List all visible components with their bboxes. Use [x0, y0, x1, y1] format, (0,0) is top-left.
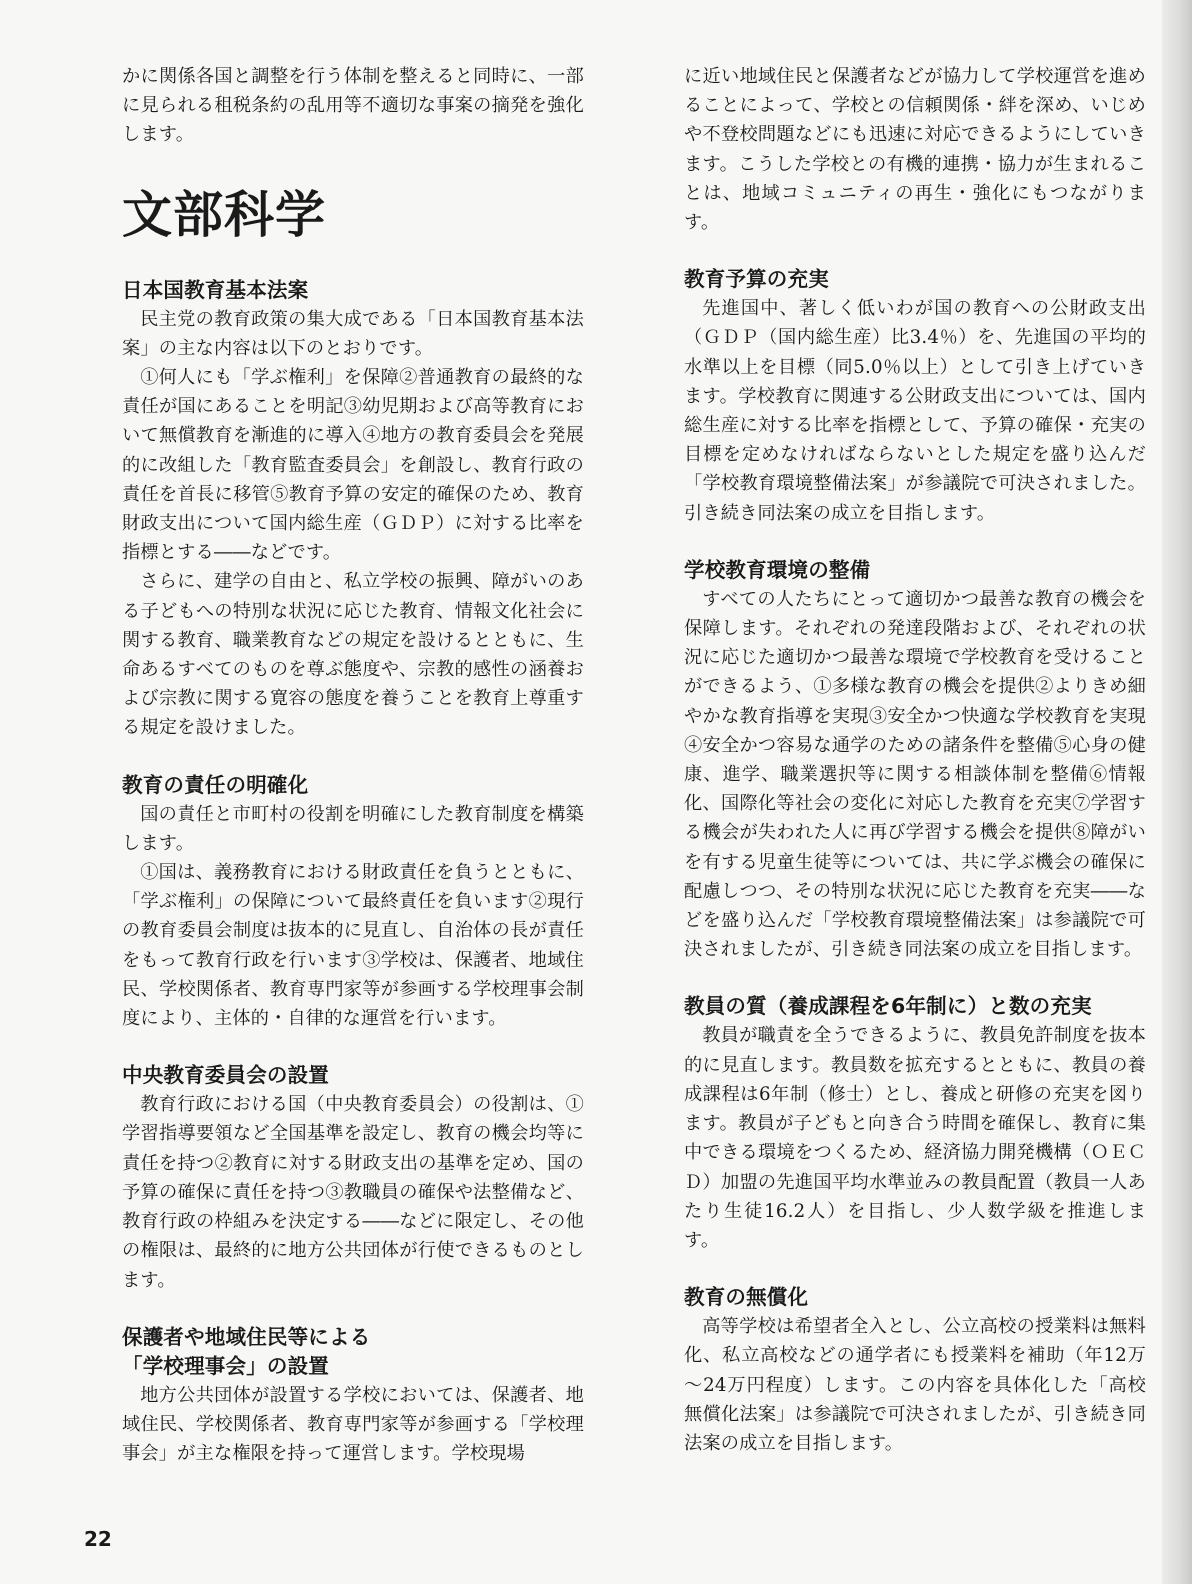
chapter-title: 文部科学: [122, 185, 326, 244]
section-heading: 教員の質（養成課程を6年制に）と数の充実: [684, 994, 1092, 1019]
section-responsibility: [122, 771, 584, 1034]
section-heading: 教育の責任の明確化: [122, 772, 309, 797]
body-paragraph: さらに、建学の自由と、私立学校の振興、障がいのある子どもへの特別な状況に応じた教育、情報文化社会に関する教育、職業教育などの規定を設けるとともに、生命あるすべてのものを尊ぶ態度や、宗教的感性の涵養および宗教に関する寛容の態度を養うことを教育上尊重する規定を設けました。: [122, 571, 584, 739]
section-teacher-quality: [684, 992, 1146, 1255]
body-paragraph: 教育行政における国（中央教育委員会）の役割は、①学習指導要領など全国基準を設定し、教育の機会均等に責任を持つ②教育に対する財政支出の基準を定め、国の予算の確保に責任を持つ③教職員の確保や法整備など、教育行政の枠組みを決定する――などに限定し、その他の権限は、最終的に地方公共団体が行使できるものとします。: [122, 1094, 584, 1291]
section-school-board: [122, 1323, 584, 1469]
body-paragraph: 高等学校は希望者全入とし、公立高校の授業料は無料化、私立高校などの通学者にも授業料を補助（年12万～24万円程度）します。この内容を具体化した「高校無償化法案」は参議院で可決されましたが、引き続き同法案の成立を目指します。: [684, 1316, 1146, 1454]
section-heading: 学校教育環境の整備: [684, 557, 871, 582]
right-column: [684, 62, 1146, 1486]
section-central-committee: [122, 1061, 584, 1294]
left-column: [122, 62, 584, 1496]
section-education-budget: [684, 265, 1146, 528]
body-paragraph: すべての人たちにとって適切かつ最善な教育の機会を保障します。それぞれの発達段階および、それぞれの状況に応じた適切かつ最善な環境で学校教育を受けることができるよう、①多様な教育の機会を提供②よりきめ細やかな教育指導を実現③安全かつ快適な学校教育を実現④安全かつ容易な通学のための諸条件を整備⑤心身の健康、進学、職業選択等に関する相談体制を整備⑥情報化、国際化等社会の変化に対応した教育を充実⑦学習する機会が失われた人に再び学習する機会を提供⑧障がいを有する児童生徒等については、共に学ぶ機会の確保に配慮しつつ、その特別な状況に応じた教育を充実――などを盛り込んだ「学校教育環境整備法案」は参議院で可決されましたが、引き続き同法案の成立を目指します。: [684, 588, 1146, 961]
section-heading: 日本国教育基本法案: [122, 277, 309, 302]
body-paragraph: ①何人にも「学ぶ権利」を保障②普通教育の最終的な責任が国にあることを明記③幼児期および高等教育において無償教育を漸進的に導入④地方の教育委員会を発展的に改組した「教育監査委員会」を創設し、教育行政の責任を首長に移管⑤教育予算の安定的確保のため、教育財政支出について国内総生産（ＧＤＰ）に対する比率を指標とする――などです。: [122, 367, 584, 564]
body-paragraph: 先進国中、著しく低いわが国の教育への公財政支出（ＧＤＰ（国内総生産）比3.4％）を、先進国の平均的水準以上を目標（同5.0％以上）として引き上げていきます。学校教育に関連する公財政支出については、国内総生産に対する比率を指標として、予算の確保・充実の目標を定めなければならないとした規定を盛り込んだ「学校教育環境整備法案」が参議院で可決されました。引き続き同法案の成立を目指します。: [684, 298, 1146, 524]
section-heading-line1: 保護者や地域住民等による: [122, 1324, 371, 1349]
section-free-education: [684, 1283, 1146, 1458]
body-paragraph: 教員が職責を全うできるように、教員免許制度を抜本的に見直します。教員数を拡充するとともに、教員の養成課程は6年制（修士）とし、養成と研修の充実を図ります。教員が子どもと向き合う時間を確保し、教育に集中できる環境をつくるため、経済協力開発機構（ＯＥＣＤ）加盟の先進国平均水準並みの教員配置（教員一人あたり生徒16.2人）を目指し、少人数学級を推進します。: [684, 1025, 1146, 1251]
section-heading: 教育予算の充実: [684, 267, 829, 292]
section-education-basic-law: [122, 276, 584, 743]
body-paragraph: 地方公共団体が設置する学校においては、保護者、地域住民、学校関係者、教育専門家等が参画する「学校理事会」が主な権限を持って運営します。学校現場: [122, 1384, 584, 1465]
body-paragraph: ①国は、義務教育における財政責任を負うとともに、「学ぶ権利」の保障について最終責任を負います②現行の教育委員会制度は抜本的に見直し、自治体の長が責任をもって教育行政を行います③学校は、保護者、地域住民、学校関係者、教育専門家等が参画する学校理事会制度により、主体的・自律的な運営を行います。: [122, 862, 584, 1030]
section-heading: 教育の無償化: [684, 1285, 809, 1310]
continuation-paragraph: に近い地域住民と保護者などが協力して学校運営を進めることによって、学校との信頼関係・絆を深め、いじめや不登校問題などにも迅速に対応できるようにしていきます。こうした学校との有機的連携・協力が生まれることは、地域コミュニティの再生・強化にもつながります。: [684, 66, 1146, 234]
body-paragraph: 民主党の教育政策の集大成である「日本国教育基本法案」の主な内容は以下のとおりです。: [122, 308, 584, 359]
body-paragraph: 国の責任と市町村の役割を明確にした教育制度を構築します。: [122, 803, 584, 854]
section-school-environment: [684, 556, 1146, 965]
section-heading: 中央教育委員会の設置: [122, 1063, 329, 1088]
page-edge-shadow: [1162, 0, 1192, 1584]
continuation-paragraph: かに関係各国と調整を行う体制を整えると同時に、一部に見られる租税条約の乱用等不適切な事案の摘発を強化します。: [122, 66, 584, 146]
page-number: 22: [84, 1527, 112, 1551]
section-heading-line2: 「学校理事会」の設置: [122, 1353, 329, 1378]
